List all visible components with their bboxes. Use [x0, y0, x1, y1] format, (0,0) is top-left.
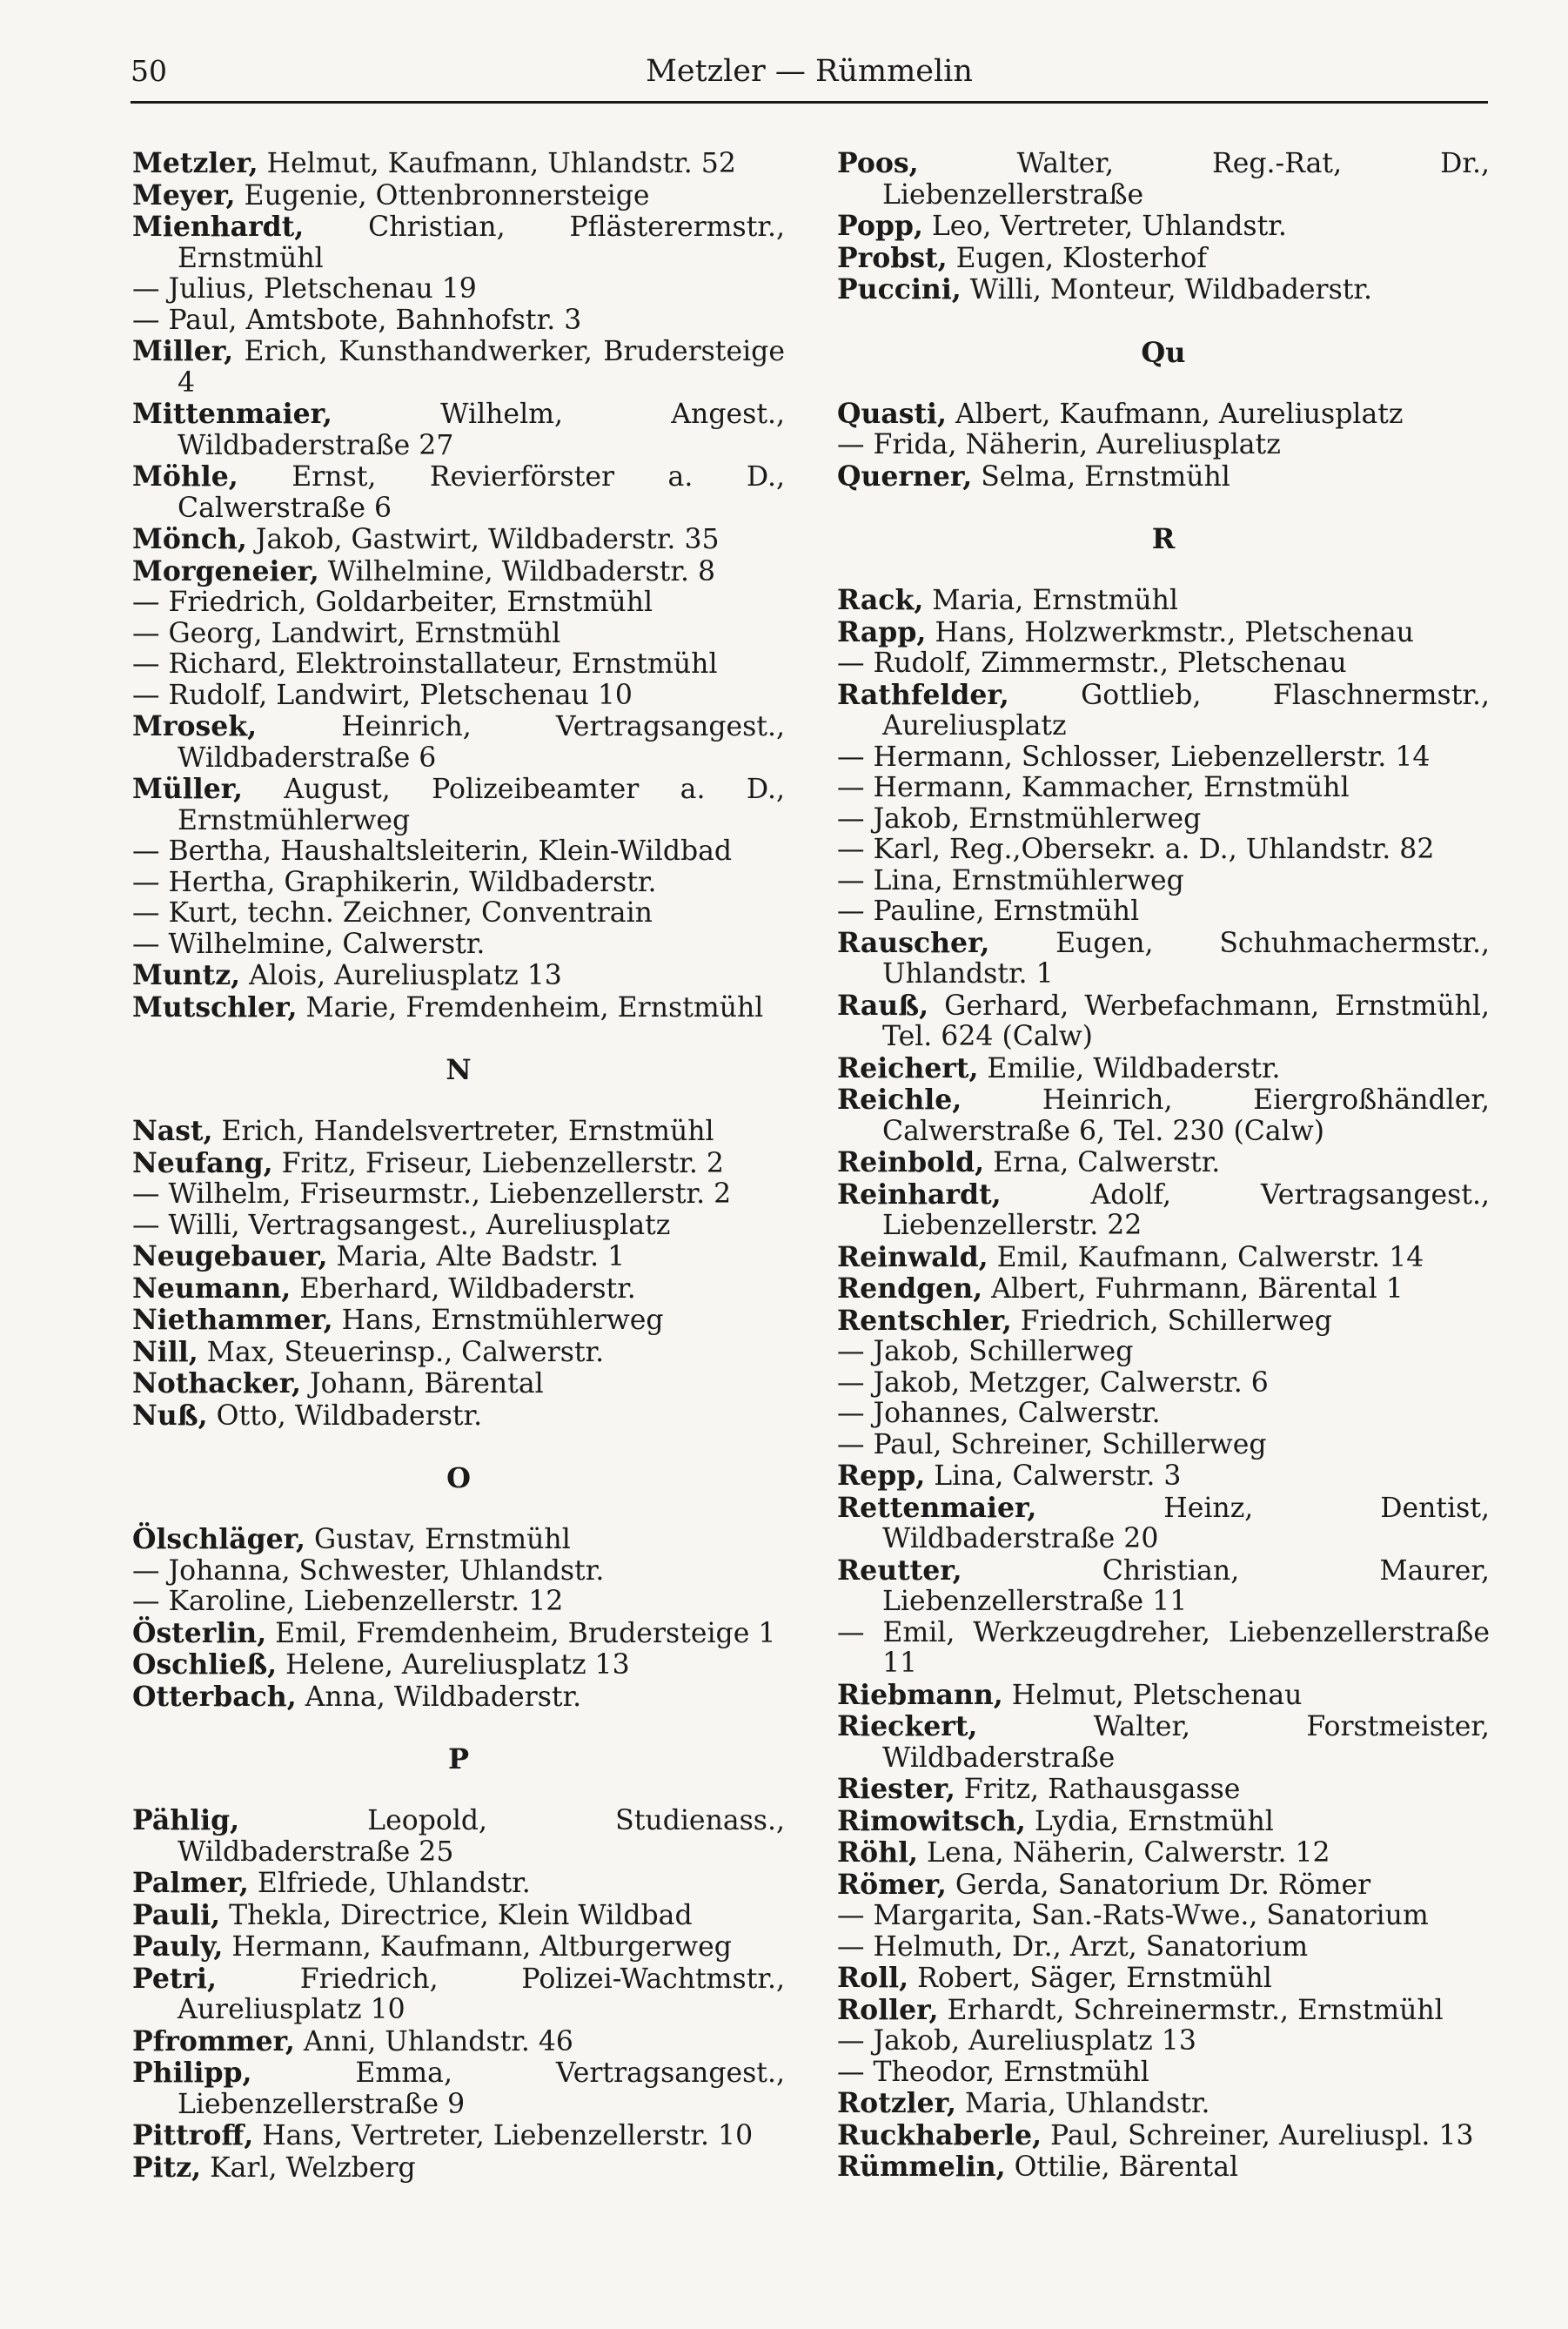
entry-details: Jakob, Gastwirt, Wildbaderstr. 35 — [246, 524, 720, 555]
section-letter: P — [447, 1742, 470, 1775]
section-letter: N — [446, 1053, 472, 1086]
entry-details: Fritz, Friseur, Liebenzellerstr. 2 — [272, 1147, 724, 1179]
entry-details: — Wilhelmine, Calwerstr. — [132, 928, 486, 960]
directory-entry — [132, 1805, 785, 1868]
entry-surname: Neugebauer, — [132, 1240, 328, 1272]
entry-details: Christian, Maurer, Liebenzellerstraße 11 — [882, 1554, 1490, 1617]
directory-sub-entry — [132, 930, 785, 961]
entry-details: — Willi, Vertragsangest., Aureliusplatz — [132, 1209, 671, 1241]
directory-entry — [837, 1493, 1490, 1555]
directory-entry — [837, 680, 1490, 742]
entry-details: Gerda, Sanatorium Dr. Römer — [946, 1869, 1371, 1901]
directory-entry — [132, 1524, 785, 1556]
directory-sub-entry — [837, 896, 1490, 928]
entry-surname: Rauscher, — [837, 926, 990, 959]
entry-details: — Emil, Werkzeugdreher, Liebenzellerstraße 11 — [837, 1616, 1490, 1679]
directory-sub-entry — [132, 305, 785, 337]
entry-surname: Pitz, — [132, 2151, 202, 2184]
entry-details: Anna, Wildbaderstr. — [296, 1681, 582, 1713]
entry-details: Gustav, Ernstmühl — [305, 1524, 571, 1555]
entry-surname: Rotzler, — [837, 2087, 956, 2119]
entry-surname: Oschließ, — [132, 1648, 278, 1681]
entry-details: Fritz, Rathausgasse — [955, 1774, 1241, 1805]
entry-surname: Quasti, — [837, 397, 947, 430]
entry-surname: Röhl, — [837, 1836, 919, 1869]
directory-entry — [132, 336, 785, 399]
entry-details: Hermann, Kaufmann, Altburgerweg — [223, 1931, 732, 1963]
entry-details: Anni, Uhlandstr. 46 — [294, 2025, 573, 2057]
entry-surname: Pauli, — [132, 1898, 221, 1931]
entry-details: — Paul, Amtsbote, Bahnhofstr. 3 — [132, 304, 582, 336]
entry-details: Gerhard, Werbefachmann, Ernstmühl, Tel. 624 (Calw) — [882, 990, 1490, 1052]
entry-surname: Rack, — [837, 584, 924, 616]
directory-entry — [837, 2151, 1490, 2184]
directory-sub-entry — [837, 773, 1490, 804]
entry-details: Emil, Fremdenheim, Brudersteige 1 — [266, 1617, 776, 1649]
directory-entry — [132, 1868, 785, 1900]
entry-surname: Rentschler, — [837, 1304, 1012, 1337]
directory-entry — [132, 1649, 785, 1681]
entry-details: — Hermann, Kammacher, Ernstmühl — [837, 772, 1350, 803]
entry-surname: Probst, — [837, 241, 948, 274]
entry-details: — Karl, Reg.,Obersekr. a. D., Uhlandstr. 82 — [837, 834, 1435, 865]
entry-details: Wilhelmine, Wildbaderstr. 8 — [318, 555, 716, 587]
directory-entry — [132, 399, 785, 461]
entry-details: Eugen, Schuhmachermstr., Uhlandstr. 1 — [882, 927, 1490, 990]
right-column — [837, 148, 1490, 2184]
directory-sub-entry — [837, 866, 1490, 897]
left-column — [132, 148, 785, 2184]
entry-details: — Pauline, Ernstmühl — [837, 896, 1140, 927]
entry-surname: Rendgen, — [837, 1272, 983, 1305]
entry-details: Willi, Monteur, Wildbaderstr. — [961, 274, 1373, 305]
header-rule — [131, 101, 1488, 104]
directory-entry — [837, 399, 1490, 431]
entry-details: Erich, Handelsvertreter, Ernstmühl — [212, 1116, 714, 1147]
entry-surname: Neufang, — [132, 1146, 273, 1179]
directory-entry — [132, 1681, 785, 1714]
entry-surname: Rieckert, — [837, 1710, 978, 1742]
directory-entry — [837, 1273, 1490, 1305]
directory-sub-entry — [837, 1337, 1490, 1368]
entry-details: — Friedrich, Goldarbeiter, Ernstmühl — [132, 587, 653, 618]
entry-surname: Römer, — [837, 1868, 947, 1901]
entry-surname: Mittenmaier, — [132, 398, 332, 430]
entry-details: Albert, Fuhrmann, Bärental 1 — [982, 1273, 1404, 1305]
directory-sub-entry — [132, 868, 785, 899]
directory-entry — [132, 1148, 785, 1180]
directory-sub-entry — [837, 835, 1490, 866]
entry-details: Eugen, Klosterhof — [947, 242, 1207, 274]
entry-surname: Ruckhaberle, — [837, 2118, 1042, 2151]
entry-details: Ottilie, Bärental — [1005, 2151, 1239, 2183]
entry-details: Walter, Reg.-Rat, Dr., Liebenzellerstraße — [882, 148, 1490, 211]
entry-details: Christian, Pflästerermstr., Ernstmühl — [178, 211, 785, 274]
entry-details: — Jakob, Ernstmühlerweg — [837, 802, 1202, 835]
directory-sub-entry — [132, 1179, 785, 1211]
entry-details: Helmut, Kaufmann, Uhlandstr. 52 — [258, 148, 736, 179]
directory-entry — [132, 711, 785, 774]
entry-details: — Bertha, Haushaltsleiterin, Klein-Wildbad — [132, 836, 733, 867]
entry-details: — Theodor, Ernstmühl — [837, 2056, 1149, 2088]
entry-details: — Kurt, techn. Zeichner, Conventrain — [132, 897, 653, 929]
entry-details: Helene, Aureliusplatz 13 — [277, 1649, 630, 1681]
entry-details: — Paul, Schreiner, Schillerweg — [837, 1428, 1267, 1460]
entry-surname: Otterbach, — [132, 1680, 297, 1713]
entry-details: Friedrich, Polizei-Wachtmstr., Aureliusplatz 10 — [178, 1963, 785, 2025]
entry-details: Emma, Vertragsangest., Liebenzellerstraße 9 — [178, 2057, 785, 2120]
entry-details: — Hermann, Schlosser, Liebenzellerstr. 14 — [837, 741, 1431, 773]
entry-details: Lydia, Ernstmühl — [1025, 1805, 1274, 1837]
running-head: Metzler — Rümmelin — [646, 54, 973, 89]
entry-surname: Reinwald, — [837, 1240, 988, 1273]
entry-details: — Johannes, Calwerstr. — [837, 1398, 1161, 1429]
directory-sub-entry — [837, 1618, 1490, 1680]
directory-sub-entry — [132, 1587, 785, 1618]
directory-entry — [837, 1774, 1490, 1806]
entry-details: Paul, Schreiner, Aureliuspl. 13 — [1042, 2119, 1474, 2151]
section-letter: Qu — [1141, 335, 1186, 369]
entry-details: — Jakob, Metzger, Calwerstr. 6 — [837, 1366, 1269, 1399]
directory-sub-entry — [837, 1399, 1490, 1430]
entry-surname: Müller, — [132, 773, 244, 805]
directory-entry — [132, 2120, 785, 2152]
entry-details: — Lina, Ernstmühlerweg — [837, 864, 1184, 896]
directory-entry — [132, 1116, 785, 1148]
directory-sub-entry — [837, 2057, 1490, 2089]
entry-details: Lena, Näherin, Calwerstr. 12 — [918, 1837, 1330, 1869]
directory-entry — [837, 461, 1490, 493]
directory-sub-entry — [132, 1556, 785, 1587]
entry-details: Albert, Kaufmann, Aureliusplatz — [946, 398, 1404, 430]
directory-sub-entry — [837, 804, 1490, 836]
entry-surname: Pittroff, — [132, 2119, 254, 2151]
entry-details: Leopold, Studienass., Wildbaderstraße 25 — [178, 1805, 785, 1868]
entry-surname: Riester, — [837, 1773, 955, 1805]
directory-entry — [837, 274, 1490, 306]
directory-entry — [132, 960, 785, 992]
entry-details: — Karoline, Liebenzellerstr. 12 — [132, 1586, 564, 1617]
entry-details: Adolf, Vertragsangest., Liebenzellerstr. 22 — [882, 1178, 1490, 1241]
entry-details: Erhardt, Schreinermstr., Ernstmühl — [938, 1994, 1444, 2026]
entry-surname: Muntz, — [132, 959, 241, 991]
entry-details: Alois, Aureliusplatz 13 — [240, 960, 562, 991]
entry-details: Leo, Vertreter, Uhlandstr. — [922, 211, 1287, 242]
entry-surname: Reinhardt, — [837, 1178, 1002, 1211]
directory-sub-entry — [132, 274, 785, 305]
entry-surname: Reichert, — [837, 1051, 979, 1084]
directory-entry — [132, 1931, 785, 1963]
entry-details: — Jakob, Aureliusplatz 13 — [837, 2025, 1196, 2057]
directory-entry — [132, 992, 785, 1024]
directory-sub-entry — [132, 1211, 785, 1242]
entry-surname: Möhle, — [132, 460, 238, 493]
directory-entry — [132, 1337, 785, 1369]
entry-surname: Querner, — [837, 460, 973, 493]
entry-surname: Pählig, — [132, 1804, 240, 1836]
directory-entry — [132, 1273, 785, 1305]
entry-surname: Poos, — [837, 147, 919, 179]
directory-entry — [837, 243, 1490, 275]
entry-details: Helmut, Pletschenau — [1002, 1679, 1303, 1711]
entry-surname: Ölschläger, — [132, 1523, 305, 1555]
entry-details: Johann, Bärental — [300, 1368, 544, 1399]
entry-surname: Nothacker, — [132, 1367, 301, 1399]
directory-entry — [132, 774, 785, 836]
directory-entry — [132, 1305, 785, 1337]
entry-details: Karl, Welzberg — [201, 2151, 416, 2184]
entry-details: Otto, Wildbaderstr. — [207, 1399, 483, 1432]
entry-details: — Johanna, Schwester, Uhlandstr. — [132, 1554, 605, 1587]
directory-entry — [132, 1400, 785, 1433]
directory-sub-entry — [132, 587, 785, 619]
directory-entry — [837, 1555, 1490, 1618]
directory-sub-entry — [837, 648, 1490, 680]
entry-details: Hans, Holzwerkmstr., Pletschenau — [926, 616, 1414, 648]
entry-details: Eugenie, Ottenbronnersteige — [235, 179, 650, 211]
directory-sub-entry — [132, 681, 785, 712]
directory-entry — [132, 1963, 785, 2026]
entry-details: Heinz, Dentist, Wildbaderstraße 20 — [882, 1492, 1490, 1554]
directory-entry — [837, 1460, 1490, 1493]
entry-details: — Helmuth, Dr., Arzt, Sanatorium — [837, 1930, 1309, 1963]
directory-entry — [837, 2088, 1490, 2120]
entry-details: Lina, Calwerstr. 3 — [925, 1460, 1182, 1492]
entry-details: Maria, Uhlandstr. — [955, 2088, 1210, 2119]
entry-details: — Julius, Pletschenau 19 — [132, 273, 477, 305]
entry-surname: Rapp, — [837, 615, 927, 648]
directory-entry — [132, 1368, 785, 1400]
entry-surname: Reinbold, — [837, 1146, 985, 1178]
entry-details: Emilie, Wildbaderstr. — [978, 1052, 1281, 1084]
entry-details: — Frida, Näherin, Aureliusplatz — [837, 429, 1281, 460]
entry-surname: Mienhardt, — [132, 211, 305, 243]
directory-entry — [837, 1242, 1490, 1274]
directory-entry — [837, 2120, 1490, 2152]
entry-surname: Riebmann, — [837, 1678, 1003, 1711]
entry-surname: Pfrommer, — [132, 2024, 295, 2057]
entry-details: Hans, Vertreter, Liebenzellerstr. 10 — [253, 2120, 754, 2151]
entry-details: Heinrich, Vertragsangest., Wildbaderstraße 6 — [178, 711, 785, 774]
entry-details: — Margarita, San.-Rats-Wwe., Sanatorium — [837, 1900, 1429, 1931]
entry-surname: Nill, — [132, 1335, 198, 1368]
entry-surname: Roll, — [837, 1962, 909, 1994]
entry-surname: Mrosek, — [132, 710, 258, 742]
entry-surname: Meyer, — [132, 178, 236, 211]
entry-details: Selma, Ernstmühl — [972, 460, 1230, 493]
directory-entry — [132, 1241, 785, 1273]
directory-entry — [132, 524, 785, 556]
entry-surname: Neumann, — [132, 1272, 291, 1305]
directory-entry — [132, 148, 785, 180]
entry-details: — Jakob, Schillerweg — [837, 1336, 1134, 1367]
directory-entry — [837, 1995, 1490, 2027]
entry-details: Robert, Säger, Ernstmühl — [908, 1963, 1272, 1994]
directory-sub-entry — [132, 836, 785, 868]
directory-entry — [837, 211, 1490, 243]
entry-surname: Rimowitsch, — [837, 1804, 1026, 1837]
page-header — [131, 54, 1488, 103]
entry-surname: Niethammer, — [132, 1304, 333, 1336]
directory-entry — [132, 180, 785, 212]
entry-details: Max, Steuerinsp., Calwerstr. — [198, 1336, 605, 1368]
entry-surname: Rettenmaier, — [837, 1491, 1037, 1524]
entry-surname: Pauly, — [132, 1930, 224, 1963]
directory-entry — [837, 617, 1490, 649]
entry-details: Gottlieb, Flaschnermstr., Aureliusplatz — [882, 679, 1490, 742]
entry-details: — Rudolf, Landwirt, Pletschenau 10 — [132, 679, 633, 711]
entry-details: Maria, Alte Badstr. 1 — [327, 1241, 626, 1272]
entry-surname: Rümmelin, — [837, 2151, 1006, 2183]
entry-surname: Mönch, — [132, 523, 247, 555]
entry-details: Erich, Kunsthandwerker, Brudersteige 4 — [178, 336, 785, 399]
directory-entry — [132, 211, 785, 274]
entry-surname: Petri, — [132, 1962, 217, 1995]
directory-entry — [837, 1084, 1490, 1147]
directory-sub-entry — [837, 742, 1490, 774]
directory-entry — [837, 1680, 1490, 1712]
directory-entry — [837, 1806, 1490, 1838]
entry-surname: Reichle, — [837, 1084, 962, 1116]
directory-entry — [132, 2057, 785, 2120]
entry-surname: Metzler, — [132, 147, 258, 179]
entry-surname: Nuß, — [132, 1399, 208, 1432]
directory-sub-entry — [132, 649, 785, 681]
entry-surname: Popp, — [837, 210, 923, 242]
entry-details: Wilhelm, Angest., Wildbaderstraße 27 — [178, 399, 785, 461]
entry-surname: Mutschler, — [132, 990, 298, 1024]
entry-details: Heinrich, Eiergroßhändler, Calwerstraße 6, Tel. 230 (Calw) — [882, 1084, 1490, 1147]
directory-entry — [837, 928, 1490, 990]
page-number: 50 — [131, 54, 167, 88]
entry-details: — Hertha, Graphikerin, Wildbaderstr. — [132, 866, 657, 898]
entry-details: Marie, Fremdenheim, Ernstmühl — [297, 991, 764, 1024]
directory-sub-entry — [837, 1430, 1490, 1461]
entry-details: Walter, Forstmeister, Wildbaderstraße — [882, 1711, 1490, 1774]
directory-entry — [837, 148, 1490, 211]
directory-entry — [837, 1179, 1490, 1242]
directory-entry — [837, 1053, 1490, 1085]
directory-entry — [837, 1837, 1490, 1869]
entry-details: Friedrich, Schillerweg — [1011, 1305, 1332, 1337]
directory-entry — [837, 990, 1490, 1053]
entry-surname: Puccini, — [837, 273, 962, 305]
directory-entry — [837, 1305, 1490, 1338]
entry-surname: Österlin, — [132, 1616, 267, 1649]
directory-sub-entry — [837, 1932, 1490, 1963]
entry-details: Elfriede, Uhlandstr. — [248, 1868, 531, 1899]
directory-entry — [837, 1869, 1490, 1902]
directory-entry — [837, 1147, 1490, 1179]
directory-sub-entry — [837, 1368, 1490, 1399]
entry-surname: Morgeneier, — [132, 554, 319, 587]
entry-surname: Roller, — [837, 1993, 939, 2026]
directory-entry — [132, 1618, 785, 1650]
directory-entry — [837, 1711, 1490, 1774]
entry-surname: Repp, — [837, 1460, 926, 1492]
directory-entry — [132, 556, 785, 588]
section-letter: R — [1151, 522, 1176, 555]
entry-details: Maria, Ernstmühl — [923, 585, 1178, 616]
entry-details: Erna, Calwerstr. — [984, 1147, 1221, 1178]
entry-surname: Rathfelder, — [837, 678, 1009, 711]
entry-details: August, Polizeibeamter a. D., Ernstmühlerweg — [178, 774, 785, 836]
entry-details: Ernst, Revierförster a. D., Calwerstraße 6 — [178, 461, 785, 524]
directory-sub-entry — [837, 2026, 1490, 2057]
entry-details: Emil, Kaufmann, Calwerstr. 14 — [988, 1241, 1424, 1273]
entry-details: Eberhard, Wildbaderstr. — [291, 1272, 636, 1305]
entry-surname: Philipp, — [132, 2057, 252, 2089]
entry-details: Thekla, Directrice, Klein Wildbad — [220, 1899, 693, 1931]
entry-details: — Richard, Elektroinstallateur, Ernstmühl — [132, 648, 718, 680]
entry-details: — Rudolf, Zimmermstr., Pletschenau — [837, 648, 1347, 679]
directory-entry — [837, 1963, 1490, 1995]
entry-surname: Palmer, — [132, 1867, 249, 1899]
entry-details: — Georg, Landwirt, Ernstmühl — [132, 617, 561, 649]
directory-entry — [837, 585, 1490, 617]
directory-sub-entry — [132, 619, 785, 650]
directory-entry — [132, 2152, 785, 2185]
entry-surname: Miller, — [132, 335, 234, 367]
section-letter: O — [446, 1461, 471, 1494]
directory-sub-entry — [837, 1901, 1490, 1932]
directory-entry — [132, 2026, 785, 2058]
directory-sub-entry — [132, 898, 785, 930]
directory-sub-entry — [837, 430, 1490, 461]
directory-entry — [132, 1900, 785, 1932]
entry-surname: Rauß, — [837, 989, 929, 1022]
entry-details: — Wilhelm, Friseurmstr., Liebenzellerstr. 2 — [132, 1178, 732, 1210]
entry-surname: Reutter, — [837, 1554, 962, 1587]
entry-details: Hans, Ernstmühlerweg — [332, 1305, 664, 1336]
entry-surname: Nast, — [132, 1115, 213, 1147]
directory-entry — [132, 461, 785, 524]
